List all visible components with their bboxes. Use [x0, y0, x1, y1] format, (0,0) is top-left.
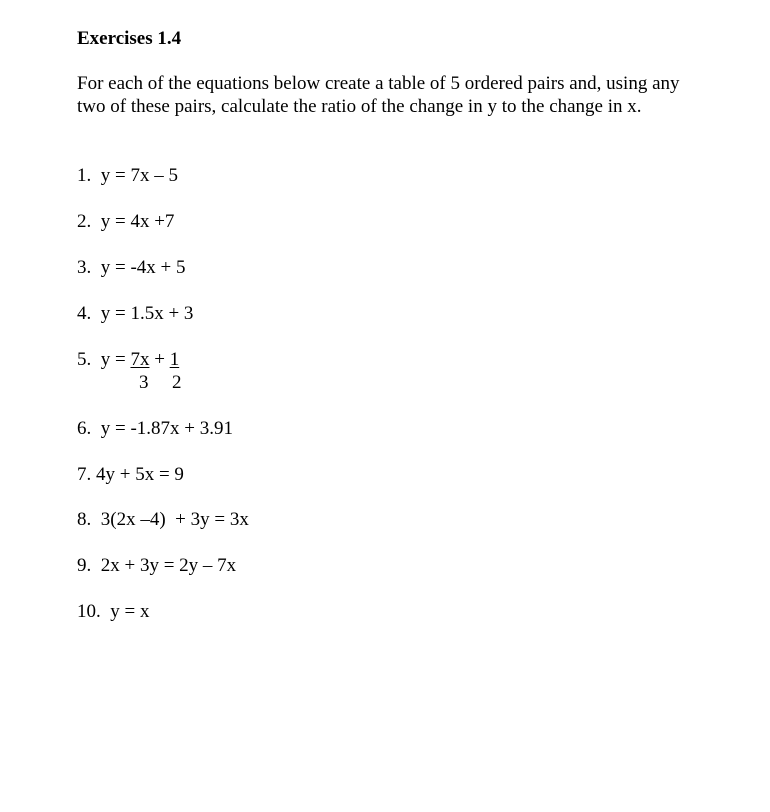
exercise-equation: y = -1.87x + 3.91	[100, 418, 234, 439]
exercise-number: 10.	[77, 601, 101, 622]
exercise-number: 3.	[77, 257, 92, 278]
exercise-equation: 2x + 3y = 2y – 7x	[100, 555, 237, 576]
exercise-item	[77, 165, 178, 187]
exercise-item	[77, 464, 184, 486]
fraction-denominator: 2	[172, 372, 182, 393]
fraction-numerator: 1	[169, 349, 180, 370]
exercise-number: 2.	[77, 211, 92, 232]
exercise-number: 6.	[77, 418, 92, 439]
equation-prefix: y =	[100, 349, 131, 370]
exercise-item	[77, 555, 236, 577]
exercise-number: 1.	[77, 165, 92, 186]
exercise-number: 5.	[77, 349, 92, 370]
fraction-numerator: 7x	[130, 349, 150, 370]
exercise-item-fraction	[77, 349, 179, 371]
exercise-item	[77, 211, 174, 233]
exercise-equation: y = 1.5x + 3	[100, 303, 194, 324]
exercise-number: 8.	[77, 509, 92, 530]
page-title: Exercises 1.4	[77, 28, 182, 49]
exercise-item	[77, 257, 186, 279]
instructions-paragraph: For each of the equations below create a table of 5 ordered pairs and, using any two of these pairs, calculate the ratio of the change in y to the change in x.	[77, 73, 680, 117]
exercise-equation: 4y + 5x = 9	[96, 464, 184, 485]
exercise-number: 4.	[77, 303, 92, 324]
exercise-item	[77, 418, 233, 440]
exercise-item	[77, 601, 149, 623]
exercise-number: 9.	[77, 555, 92, 576]
exercise-equation: y = x	[110, 601, 150, 622]
exercise-equation: y = 7x – 5	[100, 165, 178, 186]
exercise-number: 7.	[77, 464, 92, 485]
exercise-equation: y = -4x + 5	[100, 257, 186, 278]
exercise-equation: y = 4x +7	[100, 211, 175, 232]
fraction-denominator: 3	[139, 372, 149, 393]
exercise-equation: 3(2x –4) + 3y = 3x	[100, 509, 249, 530]
exercise-item	[77, 303, 193, 325]
exercise-item	[77, 509, 249, 531]
equation-plus: +	[149, 349, 170, 370]
